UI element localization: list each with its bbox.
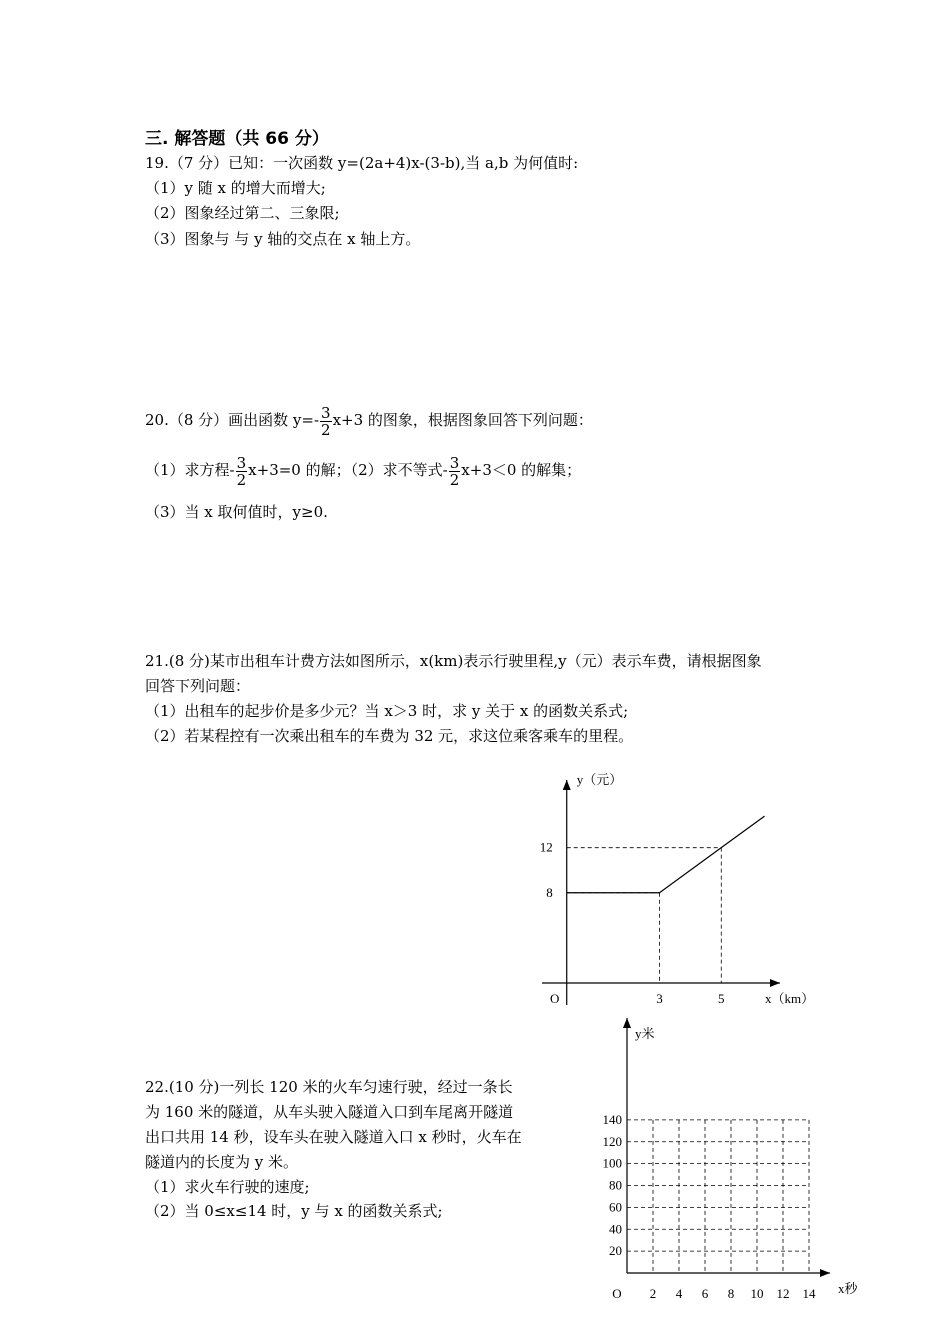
y-axis-arrow [623,1018,631,1028]
train-origin-label: O [612,1286,622,1301]
y-tick-label: 8 [546,884,553,900]
q22-part2: （2）当 0≤x≤14 时，y 与 x 的函数关系式; [145,1202,443,1220]
q22-line2: 为 160 米的隧道，从车头驶入隧道入口到车尾离开隧道 [145,1103,514,1121]
x-axis-arrow [820,1269,830,1277]
y-tick-label: 60 [609,1199,622,1215]
x-tick-label: 3 [656,991,663,1006]
y-tick-label: 120 [602,1133,622,1149]
section-title: 三. 解答题（共 66 分） [145,129,329,149]
y-tick-label: 100 [602,1155,622,1171]
q20-fraction [236,455,248,488]
q20-intro-a: 20.（8 分）画出函数 y=- [145,411,320,429]
q20-intro [145,402,593,438]
taxi-x-axis-label: x（km） [765,991,815,1006]
y-tick-label: 80 [609,1177,622,1193]
x-tick-label: 12 [776,1286,790,1301]
x-tick-label: 6 [701,1286,709,1301]
y-tick-label: 40 [609,1221,622,1237]
q20-part1-c: x+3＜0 的解集； [461,461,582,479]
q21-intro-line2: 回答下列问题： [145,677,251,695]
x-tick-label: 8 [727,1286,735,1301]
q22-part1: （1）求火车行驶的速度; [145,1178,310,1196]
x-tick-label: 14 [802,1286,816,1301]
q22-line3: 出口共用 14 秒，设车头在驶入隧道入口 x 秒时，火车在 [145,1128,522,1146]
y-tick-label: 20 [609,1243,622,1259]
taxi-y-axis-label: y（元） [576,772,623,787]
q20-intro-b: x+3 的图象，根据图象回答下列问题： [332,411,593,429]
train-x-axis-label: x秒 [838,1281,858,1296]
y-tick-label: 140 [602,1111,622,1127]
q20-fraction [449,455,461,488]
q19-part3: （3）图象与 与 y 轴的交点在 x 轴上方。 [145,230,421,248]
q20-part1-b: x+3=0 的解；（2）求不等式- [248,461,448,479]
q19-part1: （1）y 随 x 的增大而增大; [145,179,326,197]
q20-part1-a: （1）求方程- [145,461,235,479]
q21-intro-line1: 21.(8 分)某市出租车计费方法如图所示，x(km)表示行驶里程,y（元）表示车费，请根据图象 [145,652,762,670]
taxi-origin-label: O [550,991,560,1006]
x-tick-label: 2 [649,1286,657,1301]
q22-line4: 隧道内的长度为 y 米。 [145,1153,299,1171]
y-tick-label: 12 [539,839,553,855]
fraction-denominator: 2 [236,470,247,489]
x-tick-label: 10 [750,1286,764,1301]
taxi-fare-chart [530,765,820,1010]
train-grid-chart [590,1010,880,1310]
train-y-axis-label: y米 [635,1026,655,1041]
fraction-numerator: 3 [236,453,247,472]
x-axis-arrow [770,979,780,987]
q20-part3: （3）当 x 取何值时，y≥0. [145,503,328,521]
fraction-denominator: 2 [449,470,460,489]
fraction-numerator: 3 [321,403,331,422]
q19-intro: 19.（7 分）已知：一次函数 y=(2a+4)x-(3-b),当 a,b 为何值时: [145,154,579,172]
fraction-denominator: 2 [321,420,331,439]
q21-part1: （1）出租车的起步价是多少元？当 x＞3 时，求 y 关于 x 的函数关系式; [145,702,629,720]
fraction-numerator: 3 [449,453,460,472]
x-tick-label: 4 [675,1286,683,1301]
q20-fraction [320,405,332,438]
q19-part2: （2）图象经过第二、三象限; [145,204,340,222]
q20-part1 [145,452,581,488]
fare-line [567,816,765,893]
q21-part2: （2）若某程控有一次乘出租车的车费为 32 元，求这位乘客乘车的里程。 [145,727,634,745]
y-axis-arrow [563,780,571,790]
x-tick-label: 5 [718,991,725,1006]
q22-line1: 22.(10 分)一列长 120 米的火车匀速行驶，经过一条长 [145,1078,513,1096]
